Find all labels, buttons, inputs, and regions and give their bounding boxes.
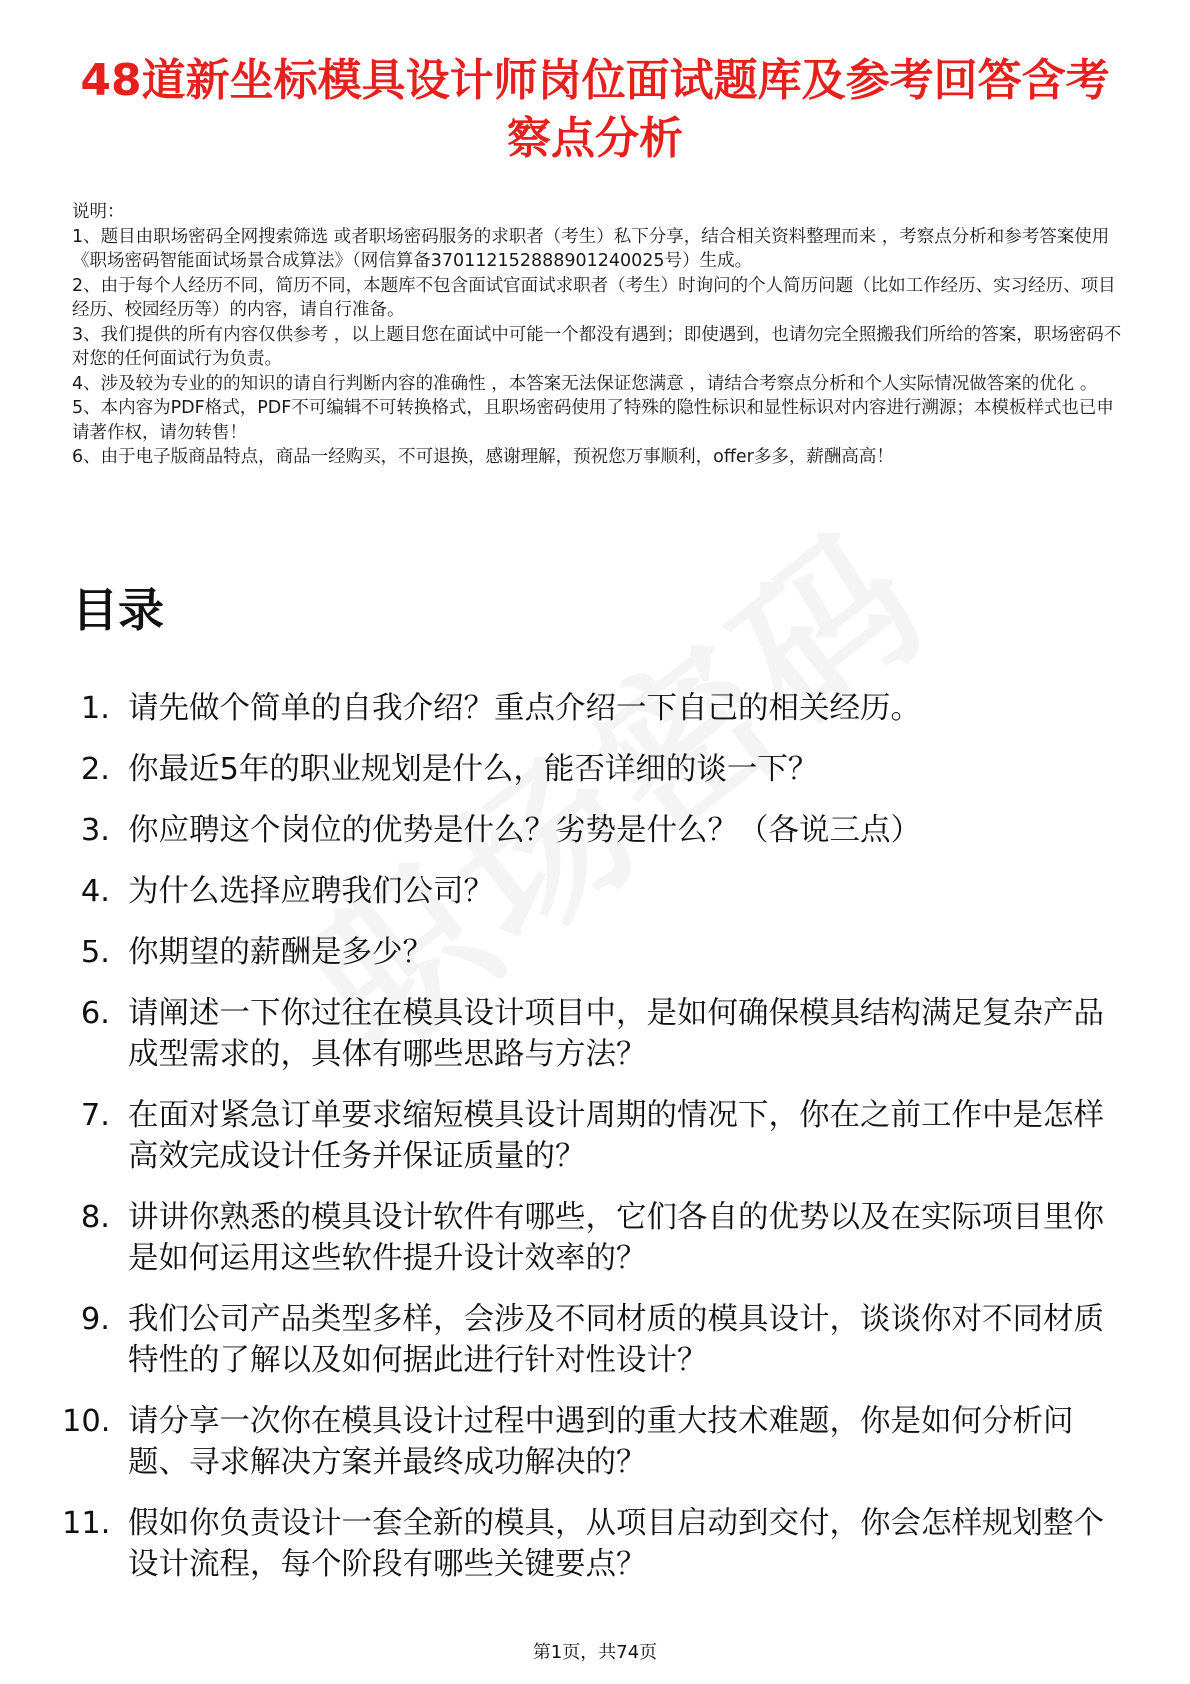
toc-item-text: 你最近5年的职业规划是什么，能否详细的谈一下？: [128, 752, 819, 787]
toc-item-text: 我们公司产品类型多样，会涉及不同材质的模具设计，谈谈你对不同材质特性的了解以及如何据此进行针对性设计？: [128, 1302, 1104, 1378]
toc-item[interactable]: [62, 1503, 1122, 1585]
toc-item-number: 9.: [80, 1302, 110, 1337]
toc-item-text: 你期望的薪酬是多少？: [128, 935, 433, 970]
document-title: 48道新坐标模具设计师岗位面试题库及参考回答含考察点分析: [80, 55, 1110, 164]
toc-item[interactable]: [72, 1299, 1122, 1381]
toc-item-text: 为什么选择应聘我们公司？: [128, 874, 494, 909]
toc-item-text: 在面对紧急订单要求缩短模具设计周期的情况下，你在之前工作中是怎样高效完成设计任务并保证质量的？: [128, 1098, 1104, 1174]
toc-item[interactable]: [72, 749, 1122, 790]
toc-item-number: 5.: [80, 935, 110, 970]
toc-item[interactable]: [72, 688, 1122, 729]
toc-list: [62, 688, 1122, 1605]
page-number: 第1页，共74页: [532, 1642, 658, 1663]
toc-item-text: 请分享一次你在模具设计过程中遇到的重大技术难题，你是如何分析问题、寻求解决方案并最终成功解决的？: [128, 1404, 1074, 1480]
note-item: 3、我们提供的所有内容仅供参考 ，以上题目您在面试中可能一个都没有遇到；即使遇到，也请勿完全照搬我们所给的答案，职场密码不对您的任何面试行为负责。: [72, 324, 1122, 369]
note-item: 6、由于电子版商品特点，商品一经购买，不可退换，感谢理解，预祝您万事顺利，offer多多，薪酬高高！: [72, 447, 894, 467]
toc-item[interactable]: [72, 1197, 1122, 1279]
note-item: 1、题目由职场密码全网搜索筛选 或者职场密码服务的求职者（考生）私下分享，结合相关资料整理而来 ，考察点分析和参考答案使用《职场密码智能面试场景合成算法》（网信算备370112152888901240025号）生成。: [72, 226, 1110, 271]
note-item: 2、由于每个人经历不同，简历不同，本题库不包含面试官面试求职者（考生）时询问的个人简历问题（比如工作经历、实习经历、项目经历、校园经历等）的内容，请自行准备。: [72, 275, 1116, 320]
toc-item-text: 你应聘这个岗位的优势是什么？劣势是什么？（各说三点）: [128, 813, 921, 848]
toc-item-number: 3.: [80, 813, 110, 848]
toc-item-number: 10.: [62, 1404, 111, 1439]
notes-section: [72, 200, 1122, 470]
toc-item[interactable]: [72, 871, 1122, 912]
toc-item-number: 8.: [80, 1200, 110, 1235]
toc-item[interactable]: [72, 1095, 1122, 1177]
toc-item-number: 4.: [80, 874, 110, 909]
toc-item-text: 讲讲你熟悉的模具设计软件有哪些，它们各自的优势以及在实际项目里你是如何运用这些软件提升设计效率的？: [128, 1200, 1104, 1276]
note-item: 5、本内容为PDF格式，PDF不可编辑不可转换格式，且职场密码使用了特殊的隐性标识和显性标识对内容进行溯源；本模板样式也已申请著作权，请勿转售！: [72, 398, 1114, 443]
toc-item-text: 请先做个简单的自我介绍？重点介绍一下自己的相关经历。: [128, 691, 921, 726]
toc-item[interactable]: [72, 810, 1122, 851]
toc-item-text: 请阐述一下你过往在模具设计项目中，是如何确保模具结构满足复杂产品成型需求的，具体有哪些思路与方法？: [128, 996, 1104, 1072]
toc-item-number: 11.: [62, 1506, 111, 1541]
toc-item-text: 假如你负责设计一套全新的模具，从项目启动到交付，你会怎样规划整个设计流程，每个阶段有哪些关键要点？: [128, 1506, 1104, 1582]
toc-item[interactable]: [62, 1401, 1122, 1483]
toc-item[interactable]: [72, 932, 1122, 973]
toc-item[interactable]: [72, 993, 1122, 1075]
toc-item-number: 7.: [80, 1098, 110, 1133]
toc-item-number: 2.: [80, 752, 110, 787]
toc-item-number: 6.: [80, 996, 110, 1031]
note-item: 4、涉及较为专业的的知识的请自行判断内容的准确性 ，本答案无法保证您满意 ，请结合考察点分析和个人实际情况做答案的优化 。: [72, 373, 1098, 394]
notes-heading: 说明：: [72, 202, 125, 222]
toc-item-number: 1.: [80, 691, 110, 726]
toc-heading: 目录: [72, 583, 164, 637]
